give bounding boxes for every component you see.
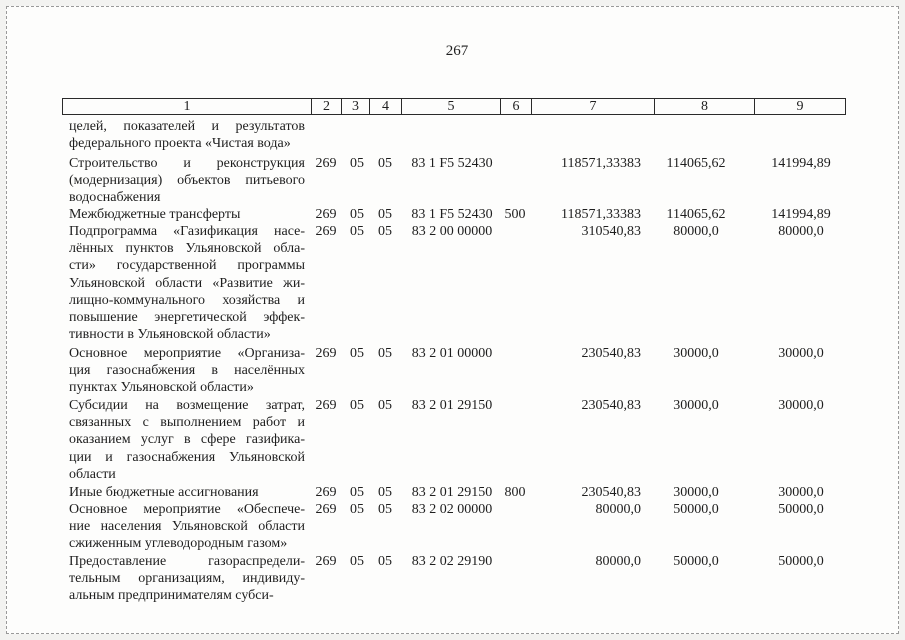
row-description-line: Иные бюджетные ассигнования <box>69 485 259 500</box>
target-article-code: 83 2 01 00000 <box>411 346 493 361</box>
amount-year-2: 30000,0 <box>673 346 719 361</box>
expense-type-code: 800 <box>504 485 526 500</box>
target-article-code: 83 2 01 29150 <box>411 485 493 500</box>
section-code: 05 <box>350 207 364 222</box>
header-col-3: 3 <box>341 99 369 114</box>
row-description-line: сти» государственной программы <box>69 258 305 274</box>
row-description-line: (модернизация) объектов питьевого <box>69 173 305 189</box>
target-article-code: 83 1 F5 52430 <box>411 156 493 171</box>
header-col-4: 4 <box>369 99 401 114</box>
target-article-code: 83 2 02 29190 <box>411 554 493 569</box>
subsection-code: 05 <box>378 554 392 569</box>
section-code: 05 <box>350 398 364 413</box>
amount-year-2: 30000,0 <box>673 398 719 413</box>
target-article-code: 83 2 01 29150 <box>411 398 493 413</box>
row-description-line: Межбюджетные трансферты <box>69 207 241 222</box>
row-description-line: альным предпринимателям субси- <box>69 588 274 604</box>
chapter-code: 269 <box>315 207 337 222</box>
amount-year-2: 114065,62 <box>666 207 726 222</box>
header-col-5: 5 <box>401 99 500 114</box>
target-article-code: 83 2 02 00000 <box>411 502 493 517</box>
row-description-line: ние населения Ульяновской области <box>69 519 305 535</box>
amount-year-2: 30000,0 <box>673 485 719 500</box>
subsection-code: 05 <box>378 207 392 222</box>
section-code: 05 <box>350 554 364 569</box>
document-page <box>6 6 899 634</box>
target-article-code: 83 1 F5 52430 <box>411 207 493 222</box>
subsection-code: 05 <box>378 485 392 500</box>
target-article-code: 83 2 00 00000 <box>411 224 493 239</box>
section-code: 05 <box>350 156 364 171</box>
amount-year-1: 118571,33383 <box>561 207 641 222</box>
row-description-line: ции и газоснабжения Ульяновской <box>69 449 305 465</box>
row-description-line: Основное мероприятие «Организа- <box>69 346 305 361</box>
header-col-2: 2 <box>311 99 341 114</box>
amount-year-3: 50000,0 <box>778 554 824 569</box>
row-description-line: Основное мероприятие «Обеспече- <box>69 502 305 517</box>
row-description-line: Предоставление газораспредели- <box>69 554 305 569</box>
section-code: 05 <box>350 224 364 239</box>
chapter-code: 269 <box>315 485 337 500</box>
row-description-line: водоснабжения <box>69 190 161 206</box>
header-col-9: 9 <box>754 99 845 114</box>
row-description-line: повышение энергетической эффек- <box>69 310 305 325</box>
amount-year-3: 30000,0 <box>778 485 824 500</box>
amount-year-3: 141994,89 <box>771 156 831 171</box>
amount-year-1: 80000,0 <box>595 554 641 569</box>
amount-year-3: 141994,89 <box>771 207 831 222</box>
row-description-line: Ульяновской области «Развитие жи- <box>69 275 305 291</box>
table-header-row <box>62 98 846 115</box>
amount-year-2: 114065,62 <box>666 156 726 171</box>
section-code: 05 <box>350 485 364 500</box>
header-col-1: 1 <box>183 99 191 114</box>
row-description-line: ция газоснабжения в населённых <box>69 363 305 379</box>
header-col-7: 7 <box>531 99 654 114</box>
expense-type-code: 500 <box>504 207 526 222</box>
amount-year-2: 50000,0 <box>673 554 719 569</box>
header-col-6: 6 <box>500 99 531 114</box>
section-code: 05 <box>350 346 364 361</box>
header-col-8: 8 <box>654 99 754 114</box>
row-description-line: федерального проекта «Чистая вода» <box>69 136 291 152</box>
row-description-line: области <box>69 466 116 482</box>
amount-year-2: 50000,0 <box>673 502 719 517</box>
page-number: 267 <box>445 43 469 59</box>
subsection-code: 05 <box>378 502 392 517</box>
amount-year-1: 118571,33383 <box>561 156 641 171</box>
amount-year-3: 30000,0 <box>778 346 824 361</box>
row-description-line: тельным организациям, индивиду- <box>69 571 305 587</box>
amount-year-3: 80000,0 <box>778 224 824 239</box>
row-description-line: оказанием услуг в сфере газифика- <box>69 432 305 448</box>
row-description-line: Строительство и реконструкция <box>69 156 305 171</box>
amount-year-2: 80000,0 <box>673 224 719 239</box>
row-description-line: лённых пунктов Ульяновской обла- <box>69 241 305 257</box>
row-description-line: Субсидии на возмещение затрат, <box>69 398 305 413</box>
chapter-code: 269 <box>315 224 337 239</box>
chapter-code: 269 <box>315 346 337 361</box>
chapter-code: 269 <box>315 156 337 171</box>
subsection-code: 05 <box>378 398 392 413</box>
section-code: 05 <box>350 502 364 517</box>
amount-year-1: 80000,0 <box>595 502 641 517</box>
row-description-line: лищно-коммунального хозяйства и <box>69 292 305 308</box>
row-description-line: пунктах Ульяновской области» <box>69 380 254 396</box>
row-description-line: целей, показателей и результатов <box>69 119 305 134</box>
chapter-code: 269 <box>315 554 337 569</box>
chapter-code: 269 <box>315 398 337 413</box>
subsection-code: 05 <box>378 156 392 171</box>
subsection-code: 05 <box>378 346 392 361</box>
row-description-line: связанных с выполнением работ и <box>69 415 305 431</box>
row-description-line: Подпрограмма «Газификация насе- <box>69 224 305 239</box>
amount-year-1: 310540,83 <box>581 224 641 239</box>
subsection-code: 05 <box>378 224 392 239</box>
amount-year-1: 230540,83 <box>581 485 641 500</box>
chapter-code: 269 <box>315 502 337 517</box>
row-description-line: тивности в Ульяновской области» <box>69 327 271 343</box>
amount-year-1: 230540,83 <box>581 346 641 361</box>
amount-year-3: 50000,0 <box>778 502 824 517</box>
row-description-line: сжиженным углеводородным газом» <box>69 536 288 552</box>
amount-year-3: 30000,0 <box>778 398 824 413</box>
amount-year-1: 230540,83 <box>581 398 641 413</box>
